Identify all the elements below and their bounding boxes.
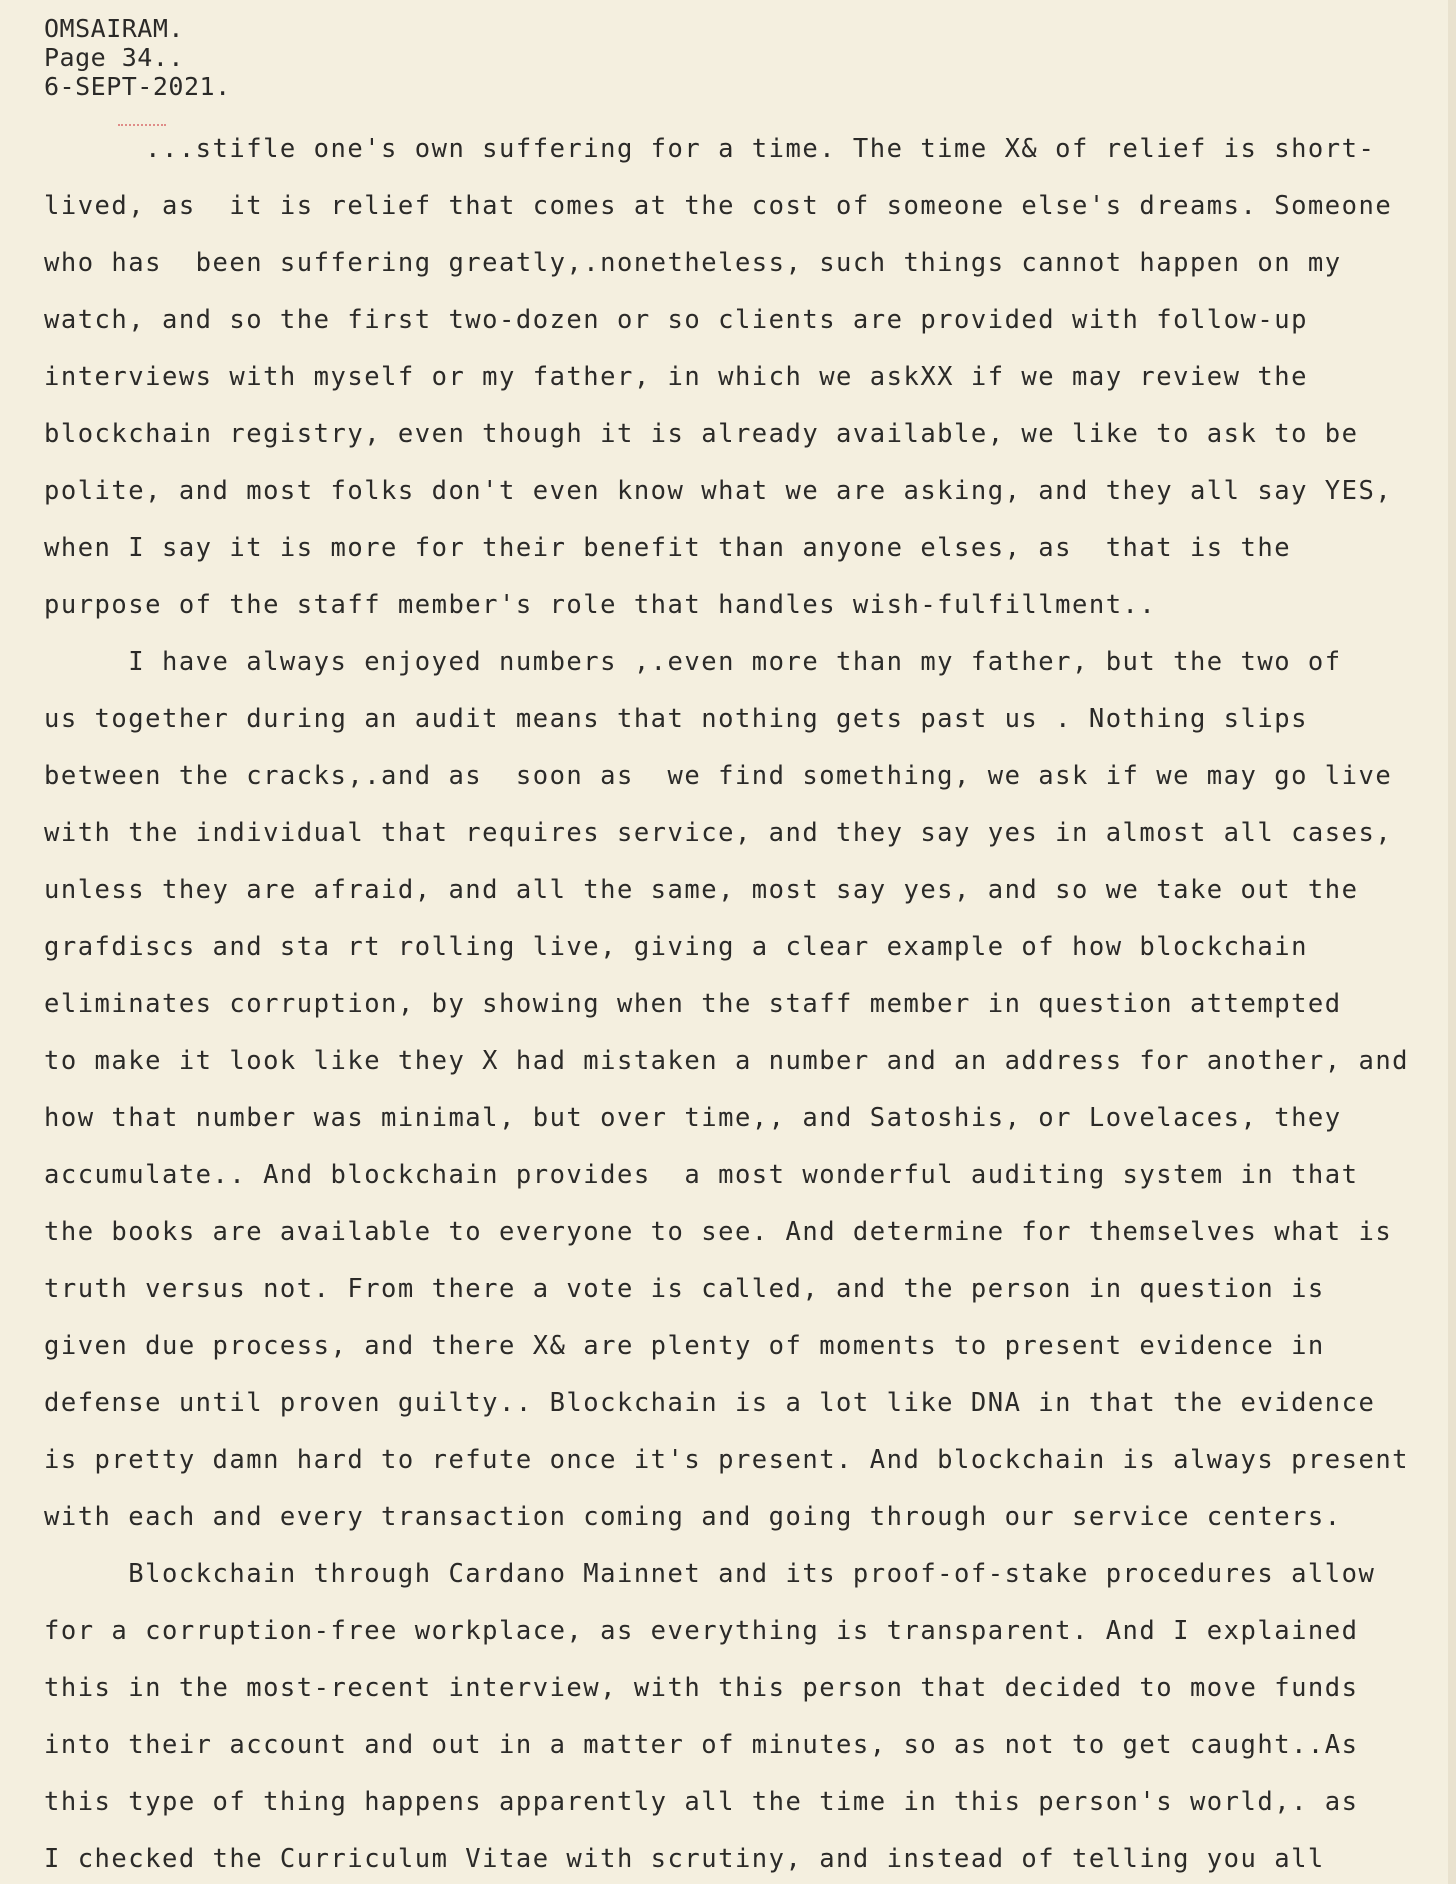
paper-edge: [1448, 0, 1456, 1884]
text-line: is pretty damn hard to refute once it's present. And blockchain is always present: [44, 1445, 1410, 1475]
page-number: Page 34..: [44, 43, 184, 72]
text-line: into their account and out in a matter of minutes, so as not to get caught..As: [44, 1730, 1359, 1760]
text-line: with each and every transaction coming and going through our service centers.: [44, 1502, 1342, 1532]
text-line: polite, and most folks don't even know what we are asking, and they all say YES,: [44, 476, 1393, 506]
text-line: lived, as it is relief that comes at the cost of someone else's dreams. Someone: [44, 191, 1393, 221]
text-line: blockchain registry, even though it is already available, we like to ask to be: [44, 419, 1359, 449]
text-line: us together during an audit means that nothing gets past us . Nothing slips: [44, 704, 1308, 734]
text-line: between the cracks,.and as soon as we find something, we ask if we may go live: [44, 761, 1393, 791]
text-line: eliminates corruption, by showing when the staff member in question attempted: [44, 989, 1342, 1019]
text-line: Blockchain through Cardano Mainnet and its proof-of-stake procedures allow: [44, 1559, 1376, 1589]
text-line: I have always enjoyed numbers ,.even more than my father, but the two of: [44, 647, 1342, 677]
text-line: defense until proven guilty.. Blockchain is a lot like DNA in that the evidence: [44, 1388, 1376, 1418]
text-line: I checked the Curriculum Vitae with scrutiny, and instead of telling you all: [44, 1844, 1325, 1874]
text-line: grafdiscs and sta rt rolling live, giving a clear example of how blockchain: [44, 932, 1308, 962]
text-line: truth versus not. From there a vote is called, and the person in question is: [44, 1274, 1325, 1304]
text-line: ...stifle one's own suffering for a time. The time X& of relief is short-: [44, 134, 1376, 164]
text-line: this type of thing happens apparently all the time in this person's world,. as: [44, 1787, 1359, 1817]
text-line: when I say it is more for their benefit than anyone elses, as that is the: [44, 533, 1292, 563]
text-line: this in the most-recent interview, with this person that decided to move funds: [44, 1673, 1359, 1703]
page-date: 6-SEPT-2021.: [44, 72, 231, 101]
page-header: [44, 14, 231, 101]
text-line: the books are available to everyone to see. And determine for themselves what is: [44, 1217, 1393, 1247]
typewritten-body: [44, 121, 1424, 1884]
text-line: with the individual that requires service, and they say yes in almost all cases,: [44, 818, 1393, 848]
text-line: who has been suffering greatly,.nonetheless, such things cannot happen on my: [44, 248, 1342, 278]
text-line: to make it look like they X had mistaken a number and an address for another, and: [44, 1046, 1410, 1076]
text-line: interviews with myself or my father, in which we askXX if we may review the: [44, 362, 1308, 392]
text-line: accumulate.. And blockchain provides a most wonderful auditing system in that: [44, 1160, 1359, 1190]
text-line: unless they are afraid, and all the same, most say yes, and so we take out the: [44, 875, 1359, 905]
text-line: watch, and so the first two-dozen or so clients are provided with follow-up: [44, 305, 1308, 335]
header-title: OMSAIRAM.: [44, 14, 184, 43]
text-line: purpose of the staff member's role that handles wish-fulfillment..: [44, 590, 1157, 620]
text-line: for a corruption-free workplace, as everything is transparent. And I explained: [44, 1616, 1359, 1646]
text-line: how that number was minimal, but over time,, and Satoshis, or Lovelaces, they: [44, 1103, 1342, 1133]
text-line: given due process, and there X& are plenty of moments to present evidence in: [44, 1331, 1325, 1361]
